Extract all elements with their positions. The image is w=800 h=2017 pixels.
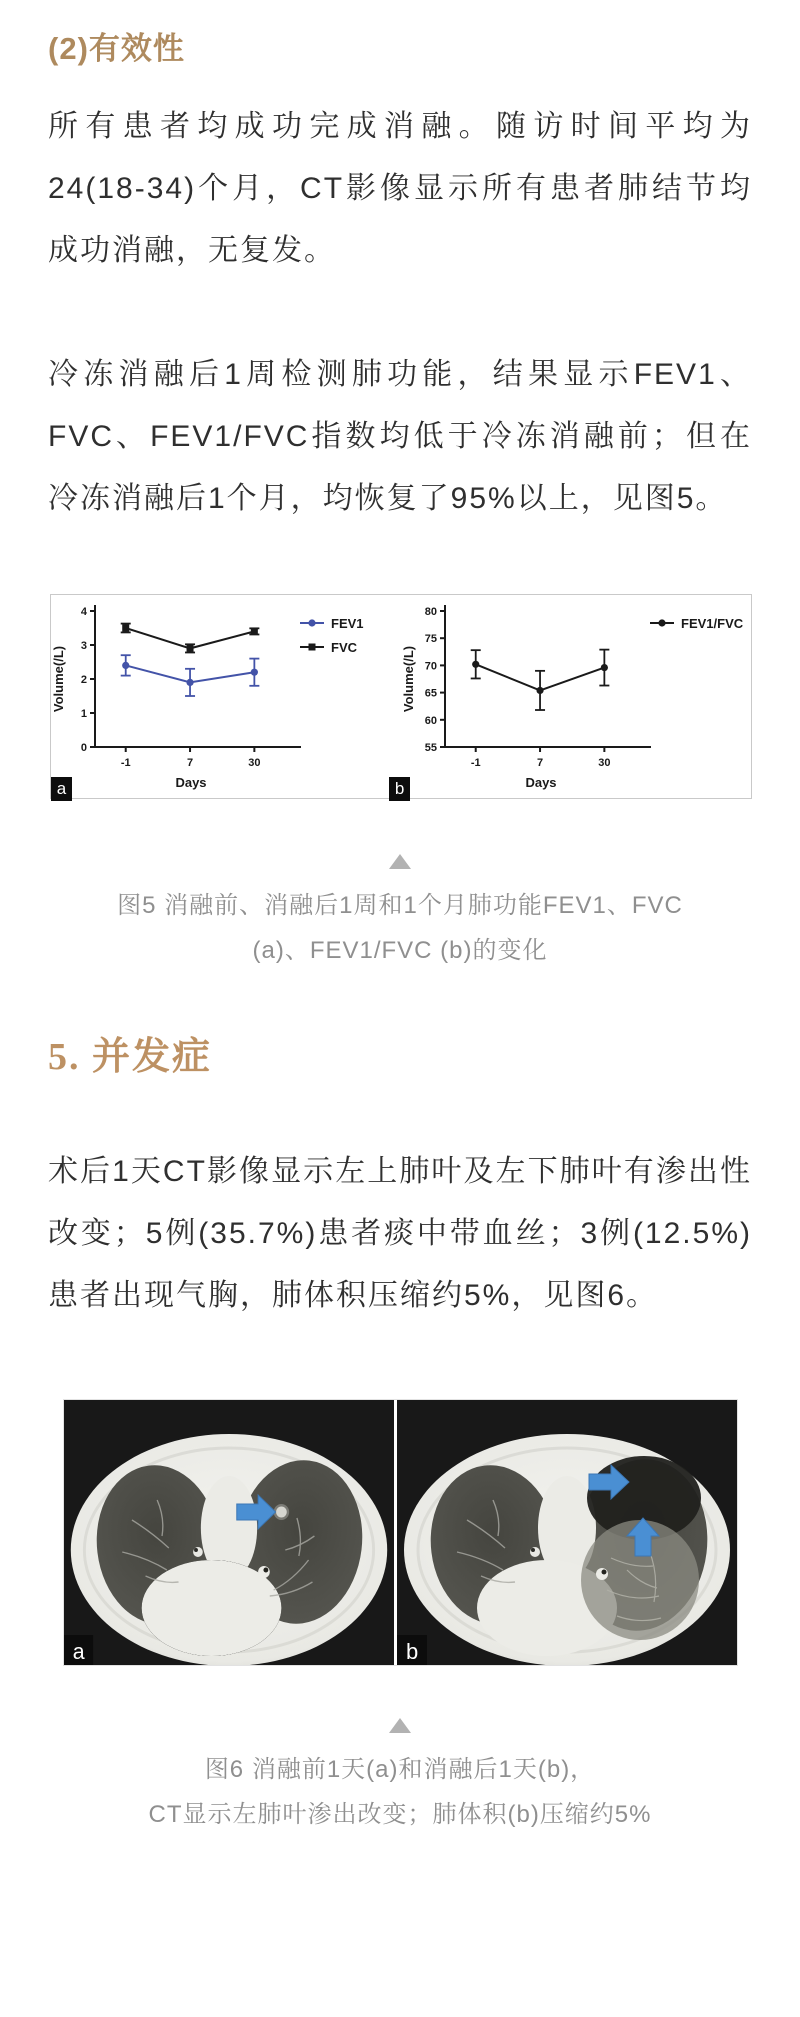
- svg-text:FVC: FVC: [331, 640, 357, 655]
- figure6-panel-b-badge: b: [406, 1639, 419, 1664]
- svg-text:7: 7: [186, 757, 194, 769]
- ct-image-b: [397, 1400, 737, 1665]
- section-heading-complications: 5. 并发症: [48, 1036, 213, 1078]
- svg-text:Days: Days: [525, 775, 557, 790]
- figure6-caption-line1: 图6 消融前1天(a)和消融后1天(b)，: [204, 1756, 596, 1783]
- svg-text:2: 2: [80, 674, 87, 686]
- svg-text:Days: Days: [175, 775, 207, 790]
- figure5-panel-a-badge: a: [51, 777, 72, 801]
- svg-text:4: 4: [80, 606, 87, 618]
- figure5-panel-b-badge: b: [389, 777, 410, 801]
- subsection-heading-effectiveness: (2)有效性: [48, 31, 185, 66]
- svg-text:0: 0: [80, 742, 87, 754]
- figure6-caption: [48, 1747, 752, 1837]
- svg-text:FEV1: FEV1: [331, 616, 364, 631]
- svg-text:55: 55: [424, 742, 437, 754]
- svg-text:-1: -1: [120, 757, 131, 769]
- svg-text:-1: -1: [470, 757, 481, 769]
- svg-text:70: 70: [424, 660, 437, 673]
- figure5-caption-line2: (a)、FEV1/FVC (b)的变化: [252, 937, 548, 964]
- chart-panel-b: [401, 595, 751, 798]
- triangle-up-icon: [389, 854, 411, 869]
- figure6-panel-a-badge: a: [72, 1638, 85, 1665]
- paragraph-effectiveness-2: 冷冻消融后1周检测肺功能，结果显示FEV1、FVC、FEV1/FVC指数均低于冷冻消融前；但在冷冻消融后1个月，均恢复了95%以上，见图5。: [48, 358, 752, 515]
- svg-text:65: 65: [424, 687, 437, 700]
- svg-text:80: 80: [424, 606, 437, 618]
- figure-6-ct-images: [63, 1399, 738, 1666]
- paragraph-complications-1: 术后1天CT影像显示左上肺叶及左下肺叶有渗出性改变；5例(35.7%)患者痰中带血丝；3例(12.5%)患者出现气胸，肺体积压缩约5%，见图6。: [48, 1155, 752, 1312]
- svg-text:FEV1/FVC: FEV1/FVC: [681, 616, 744, 631]
- lung-nodule: [276, 1507, 287, 1518]
- figure-5-lung-function-charts: [50, 594, 752, 799]
- figure5-caption-block: [48, 854, 752, 973]
- figure5-caption-line1: 图5 消融前、消融后1周和1个月肺功能FEV1、FVC: [117, 892, 683, 919]
- chart-b-fev1-fvc-ratio: [401, 595, 751, 798]
- chart-panel-a: [51, 595, 401, 798]
- figure5-caption: [48, 883, 752, 973]
- svg-text:7: 7: [536, 757, 544, 769]
- figure6-caption-line2: CT显示左肺叶渗出改变；肺体积(b)压缩约5%: [148, 1801, 652, 1828]
- triangle-up-icon: [389, 1718, 411, 1733]
- chart-a-fev1-fvc: [51, 595, 401, 798]
- svg-text:3: 3: [80, 640, 87, 652]
- svg-text:30: 30: [248, 757, 261, 769]
- svg-text:Volume(/L): Volume(/L): [51, 645, 66, 713]
- svg-text:75: 75: [424, 633, 437, 646]
- ct-scan-b-graphic: [397, 1400, 737, 1665]
- paragraph-effectiveness-1: 所有患者均成功完成消融。随访时间平均为24(18-34)个月，CT影像显示所有患者肺结节均成功消融，无复发。: [48, 110, 752, 267]
- ct-image-a: [64, 1400, 394, 1665]
- svg-text:30: 30: [598, 757, 611, 769]
- svg-text:60: 60: [424, 714, 437, 727]
- svg-text:Volume(/L): Volume(/L): [401, 645, 416, 713]
- svg-text:1: 1: [80, 708, 87, 720]
- article-page: [48, 30, 752, 1837]
- figure6-caption-block: [48, 1718, 752, 1837]
- ct-scan-a-graphic: [64, 1400, 394, 1665]
